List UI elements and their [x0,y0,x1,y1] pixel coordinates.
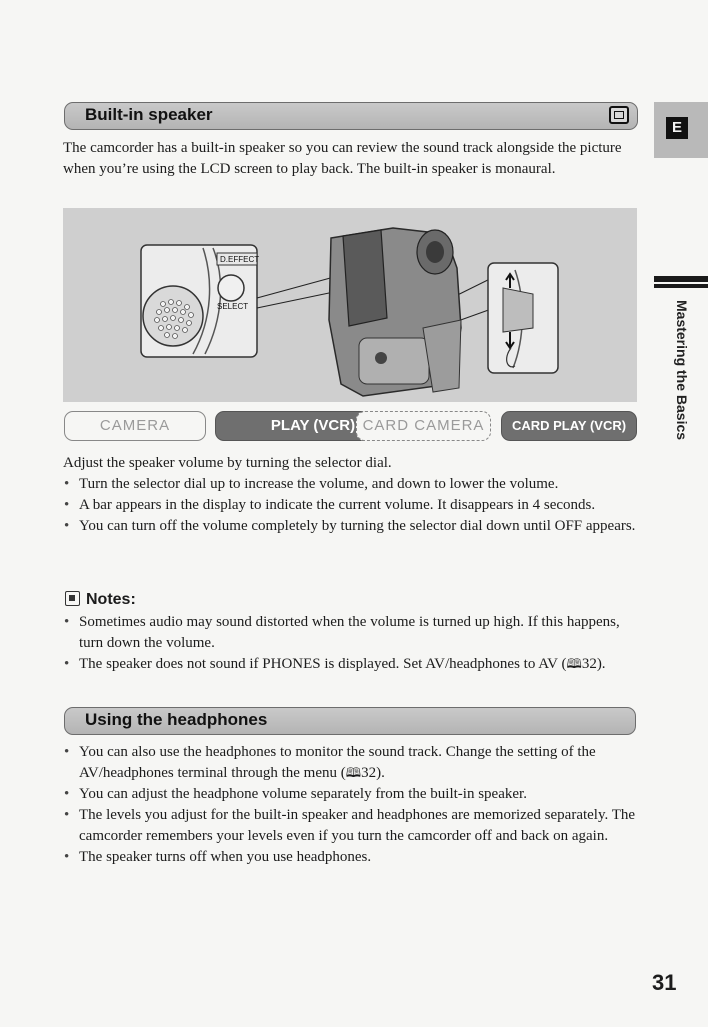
chapter-label: Mastering the Basics [674,300,690,441]
list-item: • Sometimes audio may sound distorted when the volume is turned up high. If this happens, turn down the volume. [63,612,643,654]
camcorder-illustration [63,208,637,402]
section-title: Using the headphones [85,710,268,729]
list-item: • The levels you adjust for the built-in speaker and headphones are memorized separately. The camcorder remembers your levels even if you turn the camcorder off and back on again. [63,805,643,847]
note-text-end: ). [596,656,606,672]
mode-card-play-vcr: CARD PLAY (VCR) [501,411,637,441]
mode-card-camera: CARD CAMERA [356,411,491,441]
speaker-inset [141,245,259,357]
chapter-divider [654,276,708,288]
intro-paragraph: The camcorder has a built-in speaker so you can review the sound track alongside the picture when you’re using the LCD screen to play back. The built-in speaker is monaural. [63,140,622,177]
list-item: • Turn the selector dial up to increase the volume, and down to lower the volume. [63,474,643,495]
mode-indicators [64,411,638,443]
note-text: The speaker does not sound if PHONES is displayed. Set AV/headphones to AV ( [79,656,567,672]
language-tab-letter: E [666,117,688,139]
select-label: SELECT [217,302,249,311]
adjust-intro: Adjust the speaker volume by turning the selector dial. [63,455,392,471]
book-icon: 🕮 [345,766,362,781]
mode-camera: CAMERA [64,411,206,441]
headphones-text: You can also use the headphones to monitor the sound track. Change the setting of the AV/headphones terminal through the menu ( [79,744,596,781]
effect-label: D.EFFECT [220,255,260,264]
list-item: • You can adjust the headphone volume separately from the built-in speaker. [63,784,643,805]
list-item: • You can turn off the volume completely by turning the selector dial down until OFF appears. [63,516,643,537]
list-item: • A bar appears in the display to indicate the current volume. It disappears in 4 seconds. [63,495,643,516]
page-ref: 32 [581,656,597,672]
list-item: • The speaker turns off when you use headphones. [63,847,643,868]
book-icon: 🕮 [566,657,582,672]
camcorder-body [329,228,461,396]
adjust-bullet-list [63,474,643,537]
language-tab [654,102,708,158]
notes-heading [65,591,136,609]
notes-icon [65,591,80,606]
section-header-built-in-speaker [64,102,638,130]
notes-heading-text: Notes: [86,591,136,608]
list-item [63,654,643,675]
headphones-text-end: ). [376,765,385,781]
headphones-bullet-list [63,742,643,868]
notes-bullet-list [63,612,643,675]
page-number: 31 [652,970,677,995]
mode-play-vcr: PLAY (VCR) [215,411,411,441]
page-ref: 32 [361,765,377,781]
tape-cassette-icon [609,106,629,124]
selector-dial-inset [488,263,558,373]
list-item [63,742,643,784]
section-title: Built-in speaker [85,105,213,124]
section-header-using-headphones [64,707,636,735]
